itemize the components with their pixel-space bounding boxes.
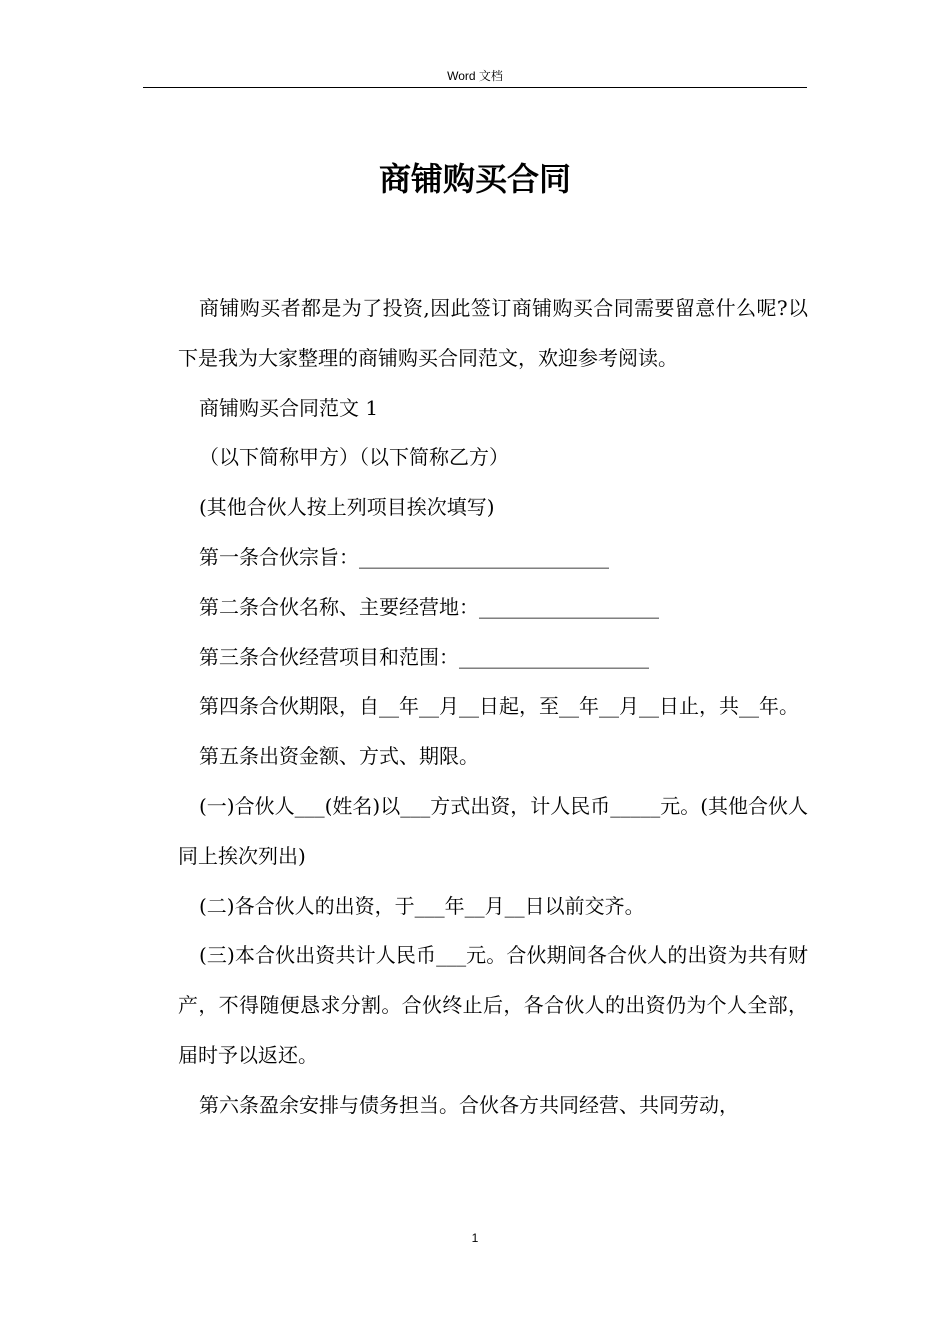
paragraph-sample-heading: 商铺购买合同范文 1 [199, 395, 379, 420]
paragraph-article-5-item-1: (一)合伙人___(姓名)以___方式出资，计人民币_____元。(其他合伙人同上挨次列出) [178, 793, 809, 868]
page-number: 1 [471, 1231, 479, 1245]
paragraph-article-5-item-2: (二)各合伙人的出资，于___年__月__日以前交齐。 [199, 893, 645, 918]
paragraph-article-3: 第三条合伙经营项目和范围：___________________ [199, 644, 649, 669]
paragraph-parties: （以下简称甲方）（以下简称乙方） [199, 445, 509, 470]
paragraph-article-4: 第四条合伙期限，自__年__月__日起，至__年__月__日止，共__年。 [199, 694, 799, 719]
paragraph-intro: 商铺购买者都是为了投资,因此签订商铺购买合同需要留意什么呢?以下是我为大家整理的商铺购买合同范文，欢迎参考阅读。 [178, 296, 808, 370]
header-divider [143, 87, 807, 88]
document-title: 商铺购买合同 [378, 160, 571, 198]
paragraph-article-5: 第五条出资金额、方式、期限。 [199, 744, 479, 769]
paragraph-article-5-item-3: (三)本合伙出资共计人民币___元。合伙期间各合伙人的出资为共有财产，不得随便恳求分割。合伙终止后，各合伙人的出资仍为个人全部，届时予以返还。 [178, 943, 808, 1067]
document-body [178, 284, 808, 1131]
paragraph-article-6: 第六条盈余安排与债务担当。合伙各方共同经营、共同劳动， [199, 1092, 739, 1117]
paragraph-article-2: 第二条合伙名称、主要经营地：__________________ [199, 594, 659, 619]
page-header: Word 文档 [447, 69, 503, 83]
paragraph-article-1: 第一条合伙宗旨：_________________________ [199, 544, 609, 569]
paragraph-other-partners: (其他合伙人按上列项目挨次填写) [199, 495, 495, 520]
